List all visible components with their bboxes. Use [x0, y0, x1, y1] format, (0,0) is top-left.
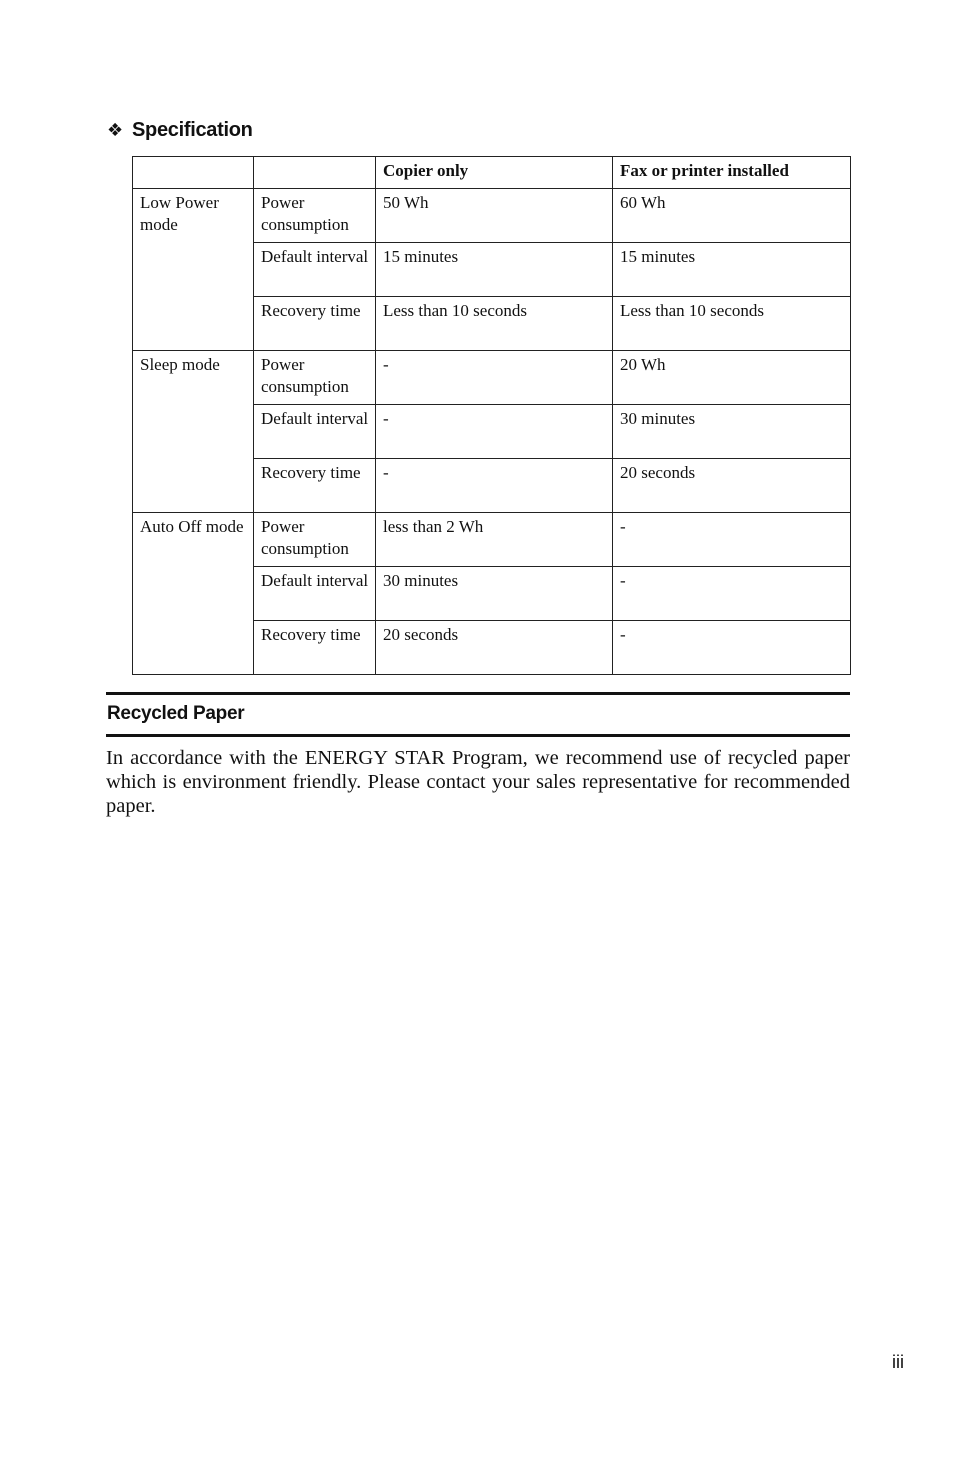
- specification-table: [132, 156, 851, 675]
- spec-heading: [107, 117, 253, 143]
- fax-value-cell: 20 seconds: [613, 459, 851, 513]
- copier-value-cell: 15 minutes: [376, 243, 613, 297]
- item-cell: Recovery time: [254, 459, 376, 513]
- header-cell-copier-only: Copier only: [376, 157, 613, 189]
- section-rule-top: [106, 692, 850, 695]
- fax-value-cell: -: [613, 513, 851, 567]
- item-cell: Power consumption: [254, 513, 376, 567]
- copier-value-cell: 20 seconds: [376, 621, 613, 675]
- page-number: iii: [892, 1352, 904, 1372]
- section-rule-bottom: [106, 734, 850, 737]
- table-row: [133, 189, 851, 243]
- item-cell: Default interval: [254, 243, 376, 297]
- copier-value-cell: 30 minutes: [376, 567, 613, 621]
- recycled-paper-paragraph: In accordance with the ENERGY STAR Program, we recommend use of recycled paper which is environment friendly. Please contact your sales representative for recommended paper.: [106, 747, 850, 817]
- copier-value-cell: -: [376, 351, 613, 405]
- fax-value-cell: 15 minutes: [613, 243, 851, 297]
- item-cell: Power consumption: [254, 189, 376, 243]
- header-cell-item: [254, 157, 376, 189]
- mode-cell-low-power: Low Power mode: [133, 189, 254, 351]
- item-cell: Power consumption: [254, 351, 376, 405]
- table-row: [133, 351, 851, 405]
- copier-value-cell: -: [376, 459, 613, 513]
- header-cell-mode: [133, 157, 254, 189]
- mode-cell-sleep: Sleep mode: [133, 351, 254, 513]
- table-row: [133, 513, 851, 567]
- diamond-bullet-icon: ❖: [107, 120, 123, 140]
- item-cell: Default interval: [254, 405, 376, 459]
- fax-value-cell: 60 Wh: [613, 189, 851, 243]
- header-cell-fax-printer: Fax or printer installed: [613, 157, 851, 189]
- fax-value-cell: 20 Wh: [613, 351, 851, 405]
- item-cell: Recovery time: [254, 621, 376, 675]
- mode-cell-auto-off: Auto Off mode: [133, 513, 254, 675]
- copier-value-cell: -: [376, 405, 613, 459]
- copier-value-cell: 50 Wh: [376, 189, 613, 243]
- item-cell: Default interval: [254, 567, 376, 621]
- table-header-row: [133, 157, 851, 189]
- spec-heading-text: Specification: [132, 119, 253, 141]
- item-cell: Recovery time: [254, 297, 376, 351]
- fax-value-cell: -: [613, 621, 851, 675]
- copier-value-cell: less than 2 Wh: [376, 513, 613, 567]
- copier-value-cell: Less than 10 seconds: [376, 297, 613, 351]
- fax-value-cell: -: [613, 567, 851, 621]
- fax-value-cell: Less than 10 seconds: [613, 297, 851, 351]
- recycled-paper-heading: Recycled Paper: [107, 703, 245, 724]
- fax-value-cell: 30 minutes: [613, 405, 851, 459]
